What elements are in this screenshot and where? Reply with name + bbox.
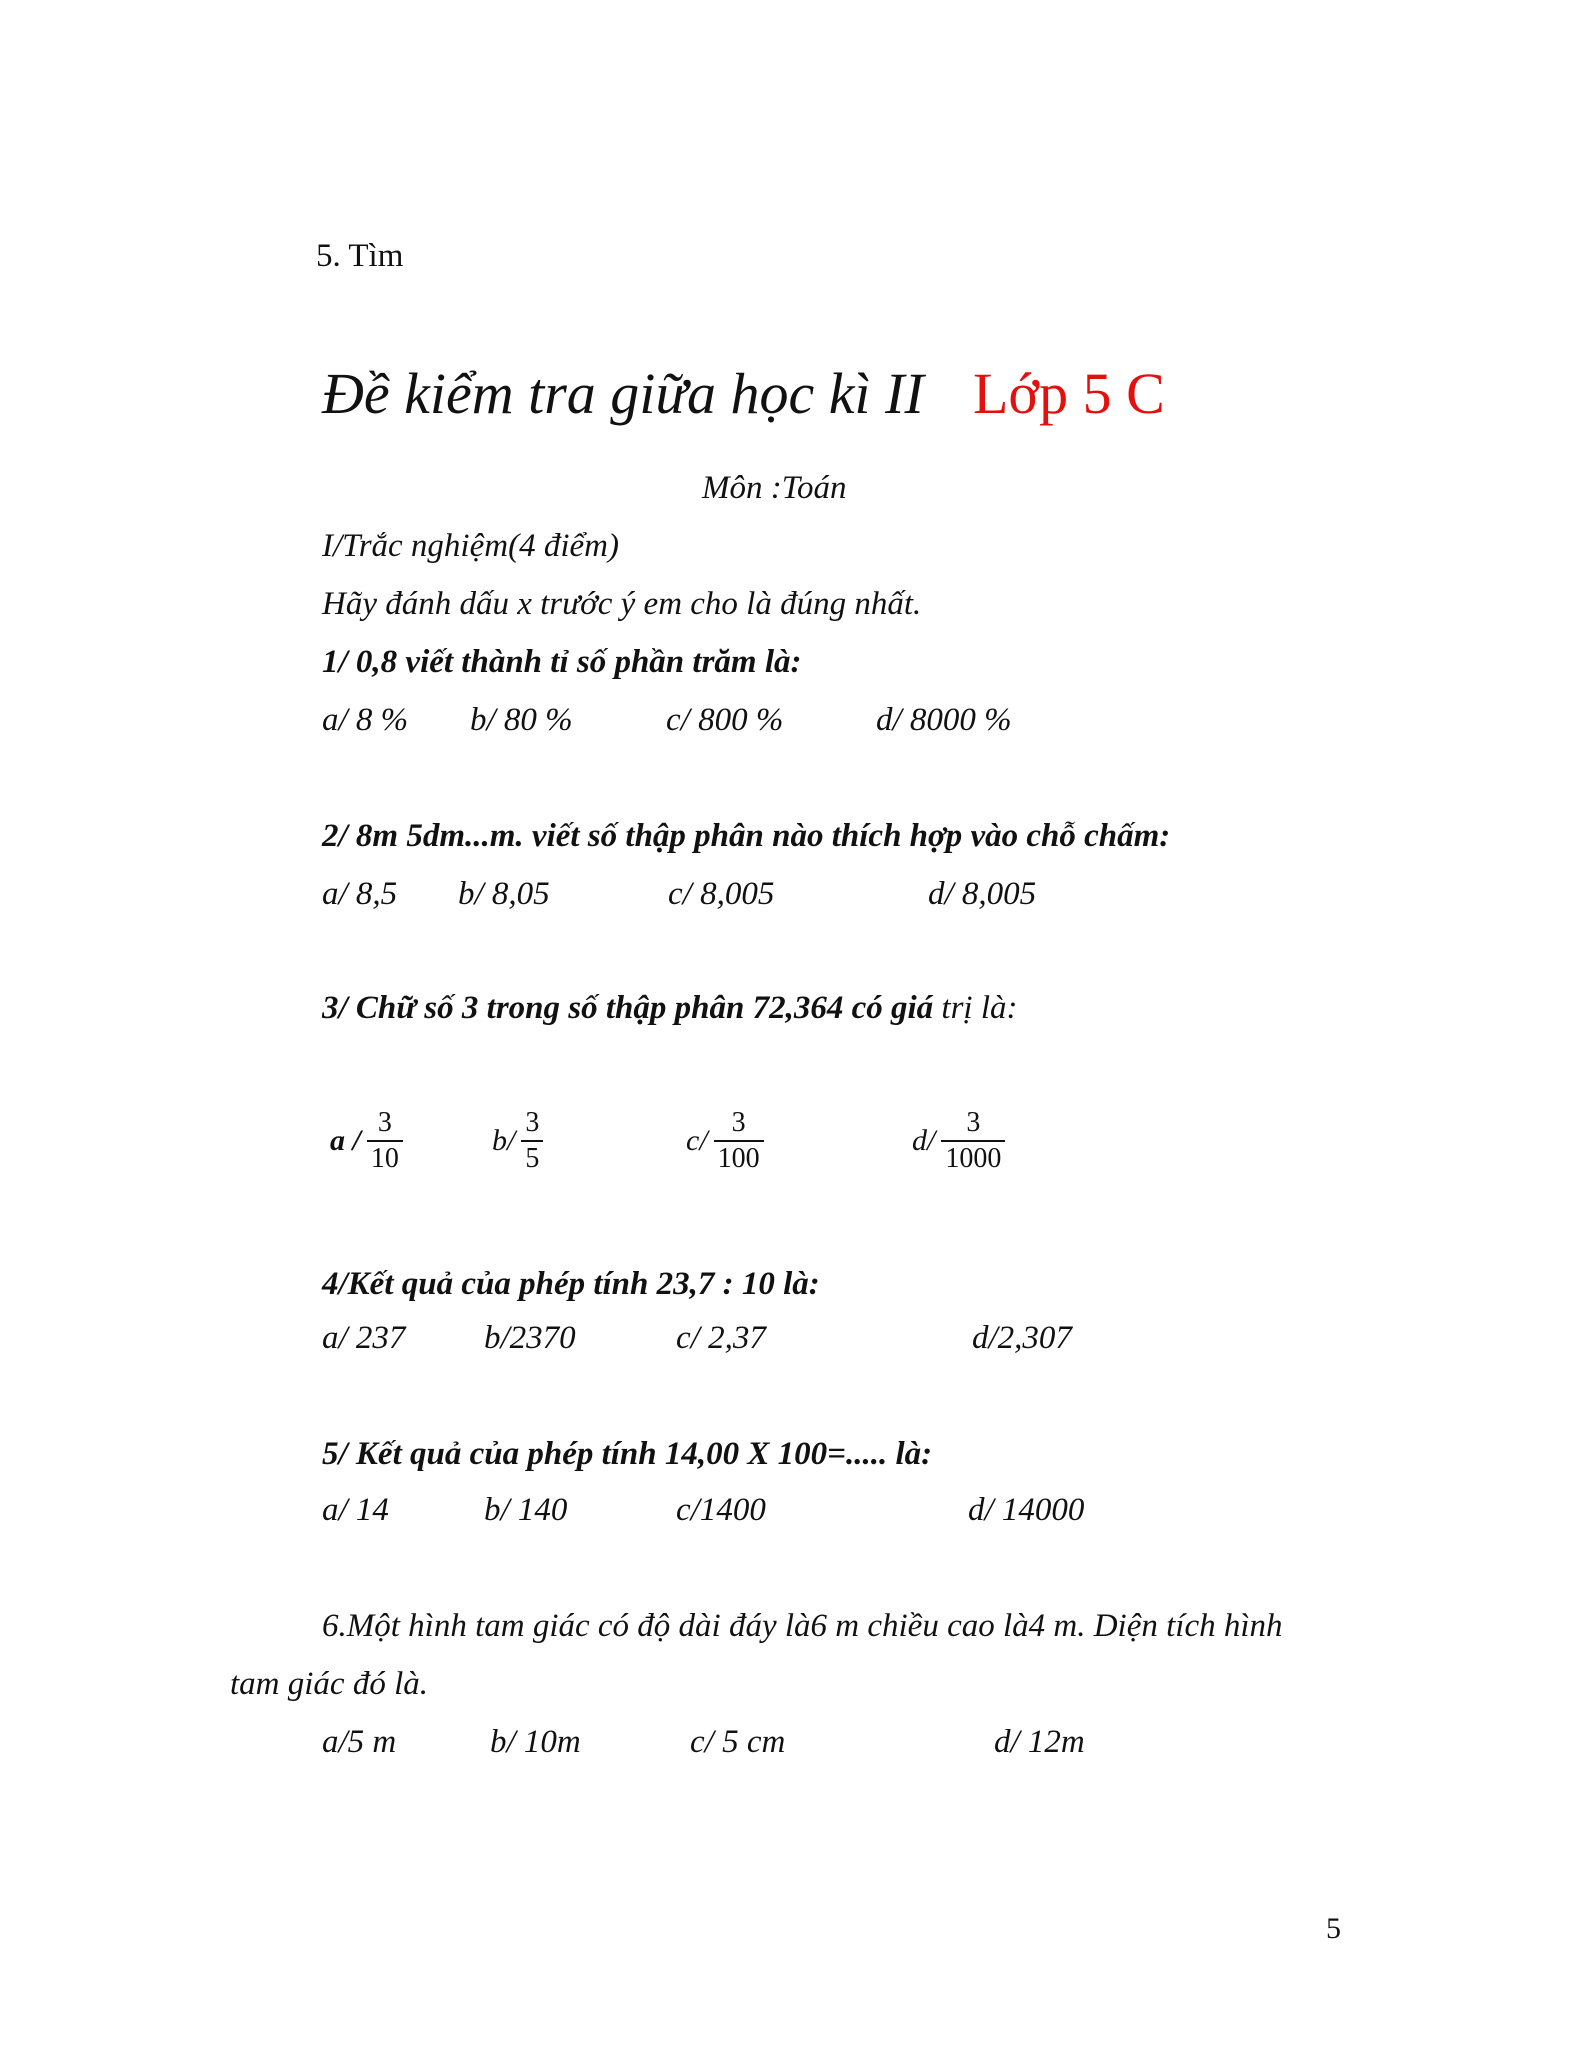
q3-option-c-label: c/	[686, 1124, 708, 1157]
q6-option-c: c/ 5 cm	[690, 1724, 786, 1760]
q1-option-c: c/ 800 %	[666, 702, 784, 738]
fraction-denominator: 10	[370, 1143, 399, 1174]
page-number: 5	[1326, 1912, 1341, 1945]
fraction-denominator: 5	[525, 1143, 540, 1174]
q1-option-b: b/ 80 %	[470, 702, 573, 738]
question-4: 4/Kết quả của phép tính 23,7 : 10 là:	[322, 1266, 820, 1302]
fraction-denominator: 100	[717, 1143, 760, 1174]
q3-option-a-label: a /	[330, 1124, 361, 1157]
q5-option-d: d/ 14000	[968, 1492, 1085, 1528]
section-title: I/Trắc nghiệm(4 điểm)	[322, 528, 619, 564]
top-fragment: 5. Tìm	[316, 238, 404, 274]
q3-option-d-fraction	[941, 1106, 1005, 1176]
q6-option-a: a/5 m	[322, 1724, 397, 1760]
q3-option-b-fraction	[521, 1106, 543, 1176]
q1-option-d: d/ 8000 %	[876, 702, 1012, 738]
fraction-numerator: 3	[377, 1107, 392, 1138]
q4-option-b: b/2370	[484, 1320, 576, 1356]
q3-option-a-fraction	[367, 1106, 403, 1176]
exam-title: Đề kiểm tra giữa học kì II	[322, 361, 924, 426]
subject-label: Môn :Toán	[702, 470, 847, 506]
q2-option-d: d/ 8,005	[928, 876, 1037, 912]
question-3-bold: 3/ Chữ số 3 trong số thập phân 72,364 có giá	[322, 990, 934, 1026]
fraction-numerator: 3	[731, 1107, 746, 1138]
instruction-text: Hãy đánh dấu x trước ý em cho là đúng nhất.	[322, 586, 922, 622]
q3-option-a	[330, 1106, 403, 1176]
q4-option-d: d/2,307	[972, 1320, 1072, 1356]
q3-option-d-label: d/	[912, 1124, 936, 1157]
q3-option-b	[492, 1106, 543, 1176]
question-3	[322, 990, 1018, 1027]
question-3-plain: trị là:	[933, 990, 1018, 1026]
q3-option-b-label: b/	[492, 1124, 516, 1157]
q4-option-c: c/ 2,37	[676, 1320, 766, 1356]
q5-option-b: b/ 140	[484, 1492, 568, 1528]
question-5: 5/ Kết quả của phép tính 14,00 X 100=..... là:	[322, 1436, 933, 1472]
q4-option-a: a/ 237	[322, 1320, 406, 1356]
q3-option-c	[686, 1106, 764, 1176]
q3-option-d	[912, 1106, 1005, 1176]
question-6-line-2: tam giác đó là.	[230, 1666, 428, 1702]
q1-option-a: a/ 8 %	[322, 702, 409, 738]
q2-option-b: b/ 8,05	[458, 876, 550, 912]
q3-option-c-fraction	[714, 1106, 764, 1176]
question-6-line-1: 6.Một hình tam giác có độ dài đáy là6 m chiều cao là4 m. Diện tích hình	[322, 1608, 1283, 1644]
fraction-numerator: 3	[525, 1107, 540, 1138]
fraction-numerator: 3	[966, 1107, 981, 1138]
q2-option-a: a/ 8,5	[322, 876, 398, 912]
question-1: 1/ 0,8 viết thành tỉ số phần trăm là:	[322, 644, 802, 680]
question-2: 2/ 8m 5dm...m. viết số thập phân nào thích hợp vào chỗ chấm:	[322, 818, 1171, 854]
q2-option-c: c/ 8,005	[668, 876, 775, 912]
q6-option-d: d/ 12m	[994, 1724, 1085, 1760]
fraction-denominator: 1000	[945, 1143, 1002, 1174]
class-label: Lớp 5 C	[973, 361, 1165, 426]
q5-option-a: a/ 14	[322, 1492, 389, 1528]
q5-option-c: c/1400	[676, 1492, 766, 1528]
q6-option-b: b/ 10m	[490, 1724, 581, 1760]
